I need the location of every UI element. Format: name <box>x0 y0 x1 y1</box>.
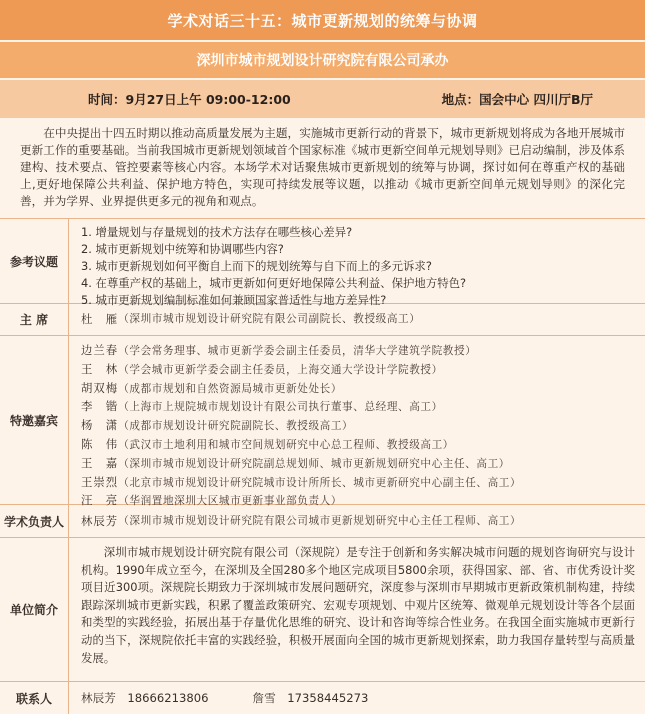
guest-item <box>81 342 635 361</box>
guest-desc: （学会城市更新学委会副主任委员，上海交通大学设计学院教授） <box>118 363 443 376</box>
contact-person: 林辰芳 18666213806 <box>81 690 209 705</box>
guest-name: 杨 潇 <box>81 418 119 433</box>
topic-item: 4. 在尊重产权的基础上，城市更新如何更好地保障公共利益、保护地方特色? <box>81 276 467 290</box>
chair-row <box>0 304 645 336</box>
contact-person: 詹雪 17358445273 <box>252 690 369 705</box>
event-place: 地点：国会中心 四川厅B厅 <box>441 92 593 107</box>
organizer-banner: 深圳市城市规划设计研究院有限公司承办 <box>0 40 645 78</box>
unit-content <box>69 538 645 681</box>
academic-row <box>0 505 645 538</box>
guest-name: 王 嘉 <box>81 455 119 470</box>
guest-item <box>81 380 635 399</box>
guest-desc: （上海市上规院城市规划设计有限公司执行董事、总经理、高工） <box>118 401 443 414</box>
guest-item <box>81 361 635 380</box>
intro-paragraph: 在中央提出十四五时期以推动高质量发展为主题，实施城市更新行动的背景下，城市更新规划将成为各地开展城市更新工作的重要基础。当前我国城市更新规划领域首个国家标准《城市更新空间单元规划导则》已启动编制，涉及体系建构、技术要点、管控要素等核心内容。本场学术对话聚焦城市更新规划的统筹与协调，探讨如何在尊重产权的基础上,更好地保障公共利益、保护地方特色，实现可持续发展等议题，以推动《城市更新空间单元规划导则》的深化完善，并为学界、业界提供更多元的视角和观点。 <box>0 118 645 219</box>
academic-label: 学术负责人 <box>0 505 69 537</box>
guest-desc: （北京市城市规划设计研究院城市设计所所长、城市更新研究中心副主任、高工） <box>118 476 522 489</box>
contact-content <box>69 682 645 714</box>
chair-content <box>69 304 645 335</box>
guest-desc: （华润置地深圳大区城市更新事业部负责人） <box>118 495 343 508</box>
guest-name: 边兰春 <box>81 343 119 357</box>
guests-list <box>69 336 645 508</box>
guest-item <box>81 436 635 455</box>
schedule-bar <box>0 78 645 118</box>
guest-name: 李 锴 <box>81 399 119 414</box>
guest-item <box>81 474 635 493</box>
guest-name: 陈 伟 <box>81 436 119 451</box>
chair-label: 主 席 <box>0 304 69 335</box>
topics-row <box>0 219 645 307</box>
unit-row <box>0 538 645 682</box>
event-time: 时间：9月27日上午 09:00-12:00 <box>88 92 291 107</box>
topic-item: 5. 城市更新规划编制标准如何兼顾国家普适性与地方差异性? <box>81 293 387 307</box>
guest-name: 王 林 <box>81 361 119 376</box>
topics-label: 参考议题 <box>0 219 69 303</box>
guests-label: 特邀嘉宾 <box>0 336 69 504</box>
guest-item <box>81 417 635 436</box>
topic-item: 3. 城市更新规划如何平衡自上而下的规划统筹与自下而上的多元诉求? <box>81 259 432 273</box>
topics-list <box>69 219 645 307</box>
unit-label: 单位简介 <box>0 538 69 681</box>
academic-content <box>69 505 645 537</box>
page-title: 学术对话三十五：城市更新规划的统筹与协调 <box>0 0 645 40</box>
guest-item <box>81 455 635 474</box>
academic-desc: （深圳市城市规划设计研究院有限公司城市更新规划研究中心主任工程师、高工） <box>118 514 522 527</box>
contact-row <box>0 682 645 714</box>
topic-item: 2. 城市更新规划中统筹和协调哪些内容? <box>81 242 284 256</box>
guest-item <box>81 398 635 417</box>
topic-item: 1. 增量规划与存量规划的技术方法存在哪些核心差异? <box>81 225 353 239</box>
guest-desc: （武汉市土地利用和城市空间规划研究中心总工程师、教授级高工） <box>118 438 454 451</box>
unit-description: 深圳市城市规划设计研究院有限公司（深规院）是专注于创新和务实解决城市问题的规划咨询研究与设计机构。1990年成立至今，在深圳及全国280多个地区完成项目5800余项，获得国家、部、省、市优秀设计奖项目近300项。深规院长期致力于深圳城市发展问题研究，深度参与深圳市早期城市更新政策机制构建，持续跟踪深圳城市更新实践，积累了覆盖政策研究、宏观专项规划、中观片区统筹、微观单元规划设计等各个层面和类型的实践经验，拓展出基于存量优化思维的研究、设计和咨询等综合性业务。在我国全面实施城市更新行动的当下，深规院依托丰富的实践经验，积极开展面向全国的城市更新规划探索，助力我国存量转型与高质量发展。 <box>81 545 635 665</box>
guest-name: 胡双梅 <box>81 380 119 395</box>
chair-desc: （深圳市城市规划设计研究院有限公司副院长、教授级高工） <box>118 313 421 325</box>
guest-desc: （深圳市城市规划设计研究院副总规划师、城市更新规划研究中心主任、高工） <box>118 457 510 470</box>
guest-name: 王崇烈 <box>81 474 119 489</box>
guest-desc: （成都市规划设计研究院副院长、教授级高工） <box>118 420 354 433</box>
contact-label: 联系人 <box>0 682 69 714</box>
guest-desc: （学会常务理事、城市更新学委会副主任委员，清华大学建筑学院教授） <box>118 345 477 357</box>
academic-name: 林辰芳 <box>81 513 119 528</box>
guest-name: 汪 亮 <box>81 493 119 508</box>
guests-row <box>0 336 645 508</box>
guest-desc: （成都市规划和自然资源局城市更新处处长） <box>118 382 343 395</box>
chair-name: 杜 雁 <box>81 312 119 326</box>
